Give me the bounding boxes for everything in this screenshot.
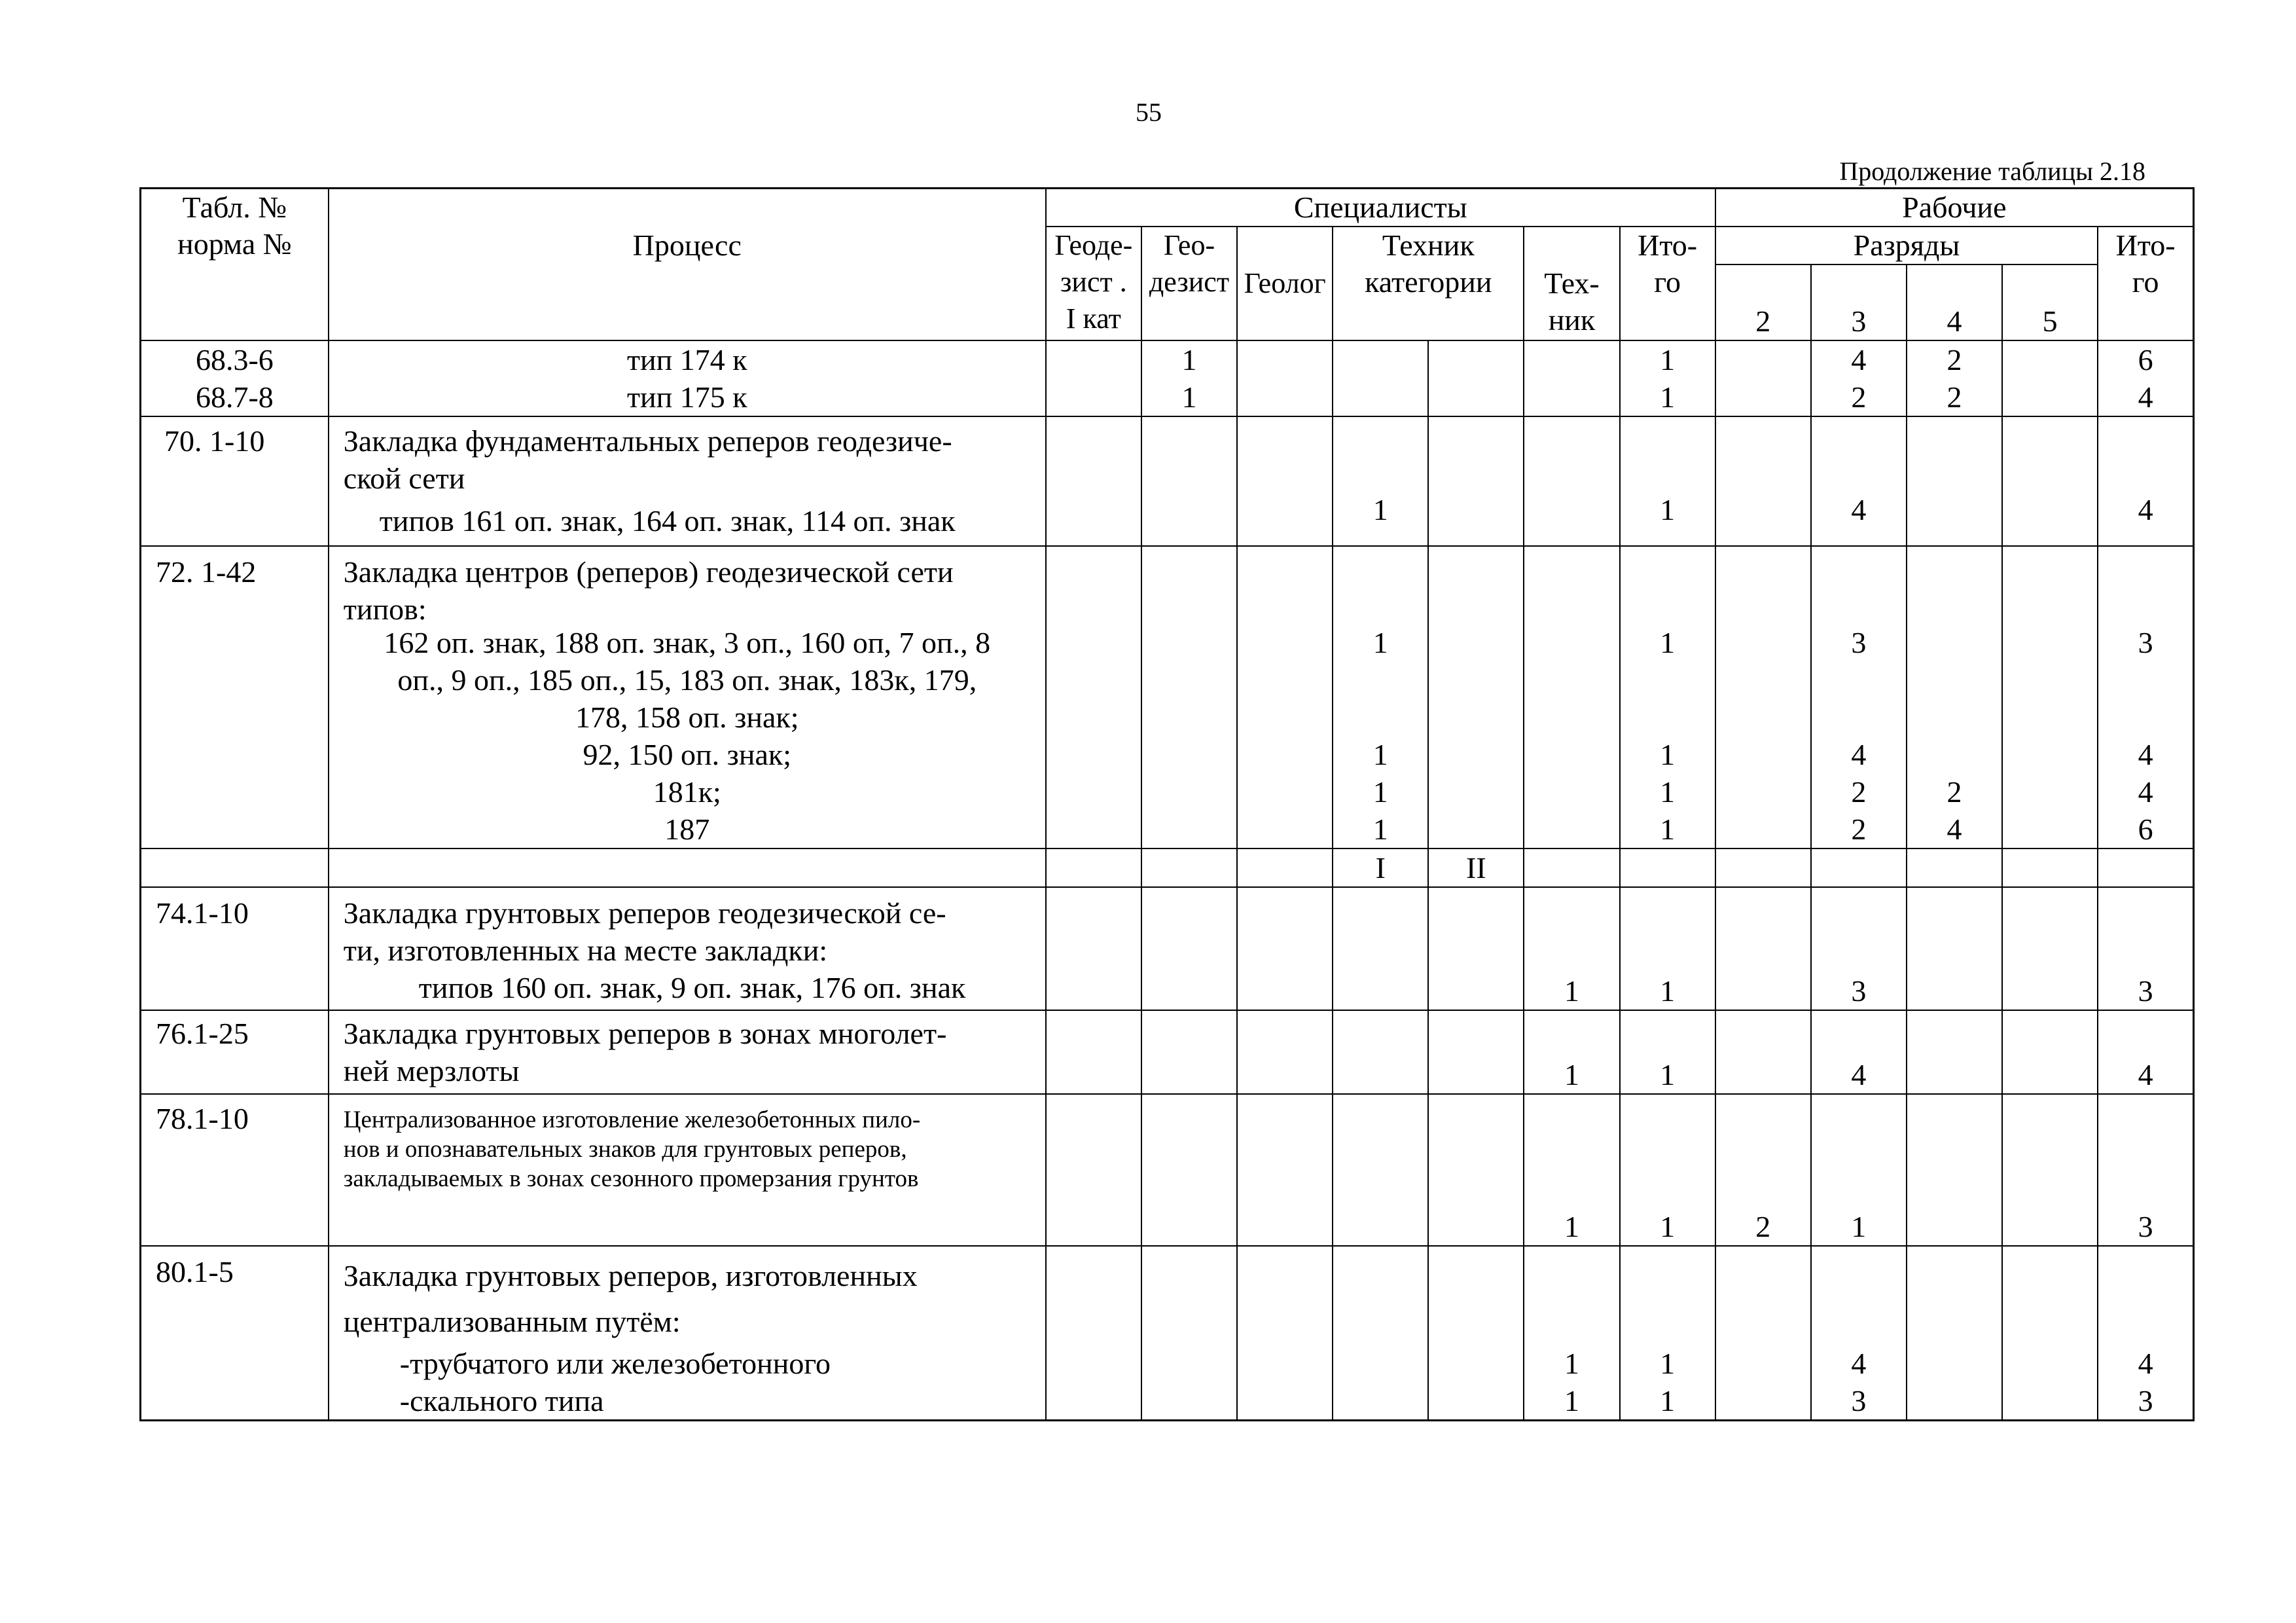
row-code: 80.1-5 [141,1246,329,1345]
row-code: 76.1-25 [141,1010,329,1094]
cell-geodesist: 1 [1141,340,1237,378]
cell-itogo: 1 [1620,378,1715,416]
row-process-line: нов и опознавательных знаков для грунтовых реперов, [343,1136,907,1163]
header-workers: Рабочие [1715,189,2194,227]
table-row [141,773,2194,811]
cell-itogo-workers: 3 [2098,546,2193,661]
cell-razryad-3: 4 [1811,1345,1907,1382]
cell-razryad-4: 2 [1907,773,2002,811]
cell-razryad-3: 2 [1811,811,1907,848]
header-razryad-5: 5 [2002,264,2098,340]
cell-itogo-workers: 4 [2098,416,2193,546]
cell-itogo-workers: 3 [2098,887,2193,1010]
header-row-1 [141,189,2194,227]
header-technik [1524,227,1619,340]
row-process-sub: 187 [329,811,1046,848]
row-process-line: Закладка грунтовых реперов, изготовленных [343,1259,918,1292]
header-specialists: Специалисты [1046,189,1715,227]
cell-razryad-4: 2 [1907,340,2002,378]
cell-itogo: 1 [1620,416,1715,546]
table-row [141,340,2194,378]
header-itogo-w-l2: го [2132,265,2159,299]
header-razryad-4: 4 [1907,264,2002,340]
cell-itogo-workers: 4 [2098,378,2193,416]
cell-razryad-3: 4 [1811,340,1907,378]
table-row [141,736,2194,773]
header-geodesist-1kat-l3: I кат [1066,302,1121,335]
row-process-line: ти, изготовленных на месте закладки: [343,934,828,967]
cell-itogo-workers: 4 [2098,1010,2193,1094]
cell-itogo-workers: 4 [2098,736,2193,773]
row-process-line: централизованным путём: [343,1305,681,1338]
row-process-line: Централизованное изготовление железобетонных пило- [343,1106,921,1133]
cell-technik: 1 [1524,1010,1619,1094]
cell-razryad-3: 4 [1811,736,1907,773]
row-process [329,1094,1046,1246]
cell-cat-I: I [1333,848,1428,887]
cell-itogo: 1 [1620,736,1715,773]
row-process: тип 175 к [329,378,1046,416]
row-code: 74.1-10 [141,887,329,1010]
header-technik-l1: Тех- [1544,266,1600,300]
header-geodesist-1kat-l1: Геоде- [1054,229,1133,261]
header-razryady: Разряды [1715,227,2098,264]
header-itogo-specialists [1620,227,1715,340]
cell-itogo-workers: 6 [2098,811,2193,848]
cell-technik: 1 [1524,887,1619,1010]
row-process [329,1010,1046,1094]
row-process-line: типов: [343,593,427,626]
cell-itogo: 1 [1620,340,1715,378]
header-code-cell [141,189,329,341]
row-code: 78.1-10 [141,1094,329,1246]
header-geodesist-l2: дезист [1149,266,1230,298]
category-row [141,848,2194,887]
cell-itogo-workers: 4 [2098,1345,2193,1382]
header-tabl-no: Табл. № [182,191,287,224]
page-number: 55 [1136,98,1162,127]
table-row [141,416,2194,546]
cell-cat-II: II [1428,848,1524,887]
header-technik-cat-l2: категории [1365,265,1492,299]
cell-technik-cat-1: 1 [1333,546,1428,661]
table-row [141,378,2194,416]
row-process-sub: -скального типа [329,1382,1046,1421]
header-itogo-l2: го [1654,265,1681,299]
cell-razryad-3: 2 [1811,378,1907,416]
row-process-line: ней мерзлоты [343,1054,520,1087]
row-process-line: 162 оп. знак, 188 оп. знак, 3 оп., 160 оп, 7 оп., 8 [384,626,991,659]
cell-geodesist: 1 [1141,378,1237,416]
row-code: 72. 1-42 [141,546,329,661]
row-code: 68.3-6 [141,340,329,378]
row-process [329,1246,1046,1345]
row-process-sub: -трубчатого или железобетонного [329,1345,1046,1382]
cell-itogo: 1 [1620,887,1715,1010]
cell-razryad-3: 4 [1811,416,1907,546]
cell-itogo-workers: 3 [2098,1382,2193,1421]
cell-razryad-4: 2 [1907,378,2002,416]
header-razryad-2: 2 [1715,264,1811,340]
row-process-sub: 181к; [329,773,1046,811]
row-process-line: 178, 158 оп. знак; [575,701,799,734]
cell-technik-cat-1: 1 [1333,416,1428,546]
header-itogo-l1: Ито- [1638,228,1698,262]
header-geodesist-l1: Гео- [1163,229,1215,261]
cell-razryad-3: 1 [1811,1094,1907,1246]
cell-technik-cat-1: 1 [1333,736,1428,773]
table-row [141,1246,2194,1345]
header-process: Процесс [329,189,1046,341]
cell-razryad-3: 4 [1811,1010,1907,1094]
row-process-line: закладываемых в зонах сезонного промерзания грунтов [343,1165,919,1192]
table-continuation-caption: Продолжение таблицы 2.18 [1839,156,2145,186]
table-row [141,661,2194,736]
row-process [329,887,1046,1010]
table-row [141,887,2194,1010]
row-process: тип 174 к [329,340,1046,378]
row-process-line: Закладка грунтовых реперов в зонах многолет- [343,1017,947,1050]
header-technik-cat-l1: Техник [1382,228,1475,262]
row-code: 68.7-8 [141,378,329,416]
cell-razryad-3: 3 [1811,546,1907,661]
cell-razryad-3: 3 [1811,887,1907,1010]
cell-itogo-workers: 4 [2098,773,2193,811]
cell-itogo: 1 [1620,1345,1715,1382]
cell-technik: 1 [1524,1094,1619,1246]
cell-razryad-3: 2 [1811,773,1907,811]
cell-itogo: 1 [1620,546,1715,661]
cell-technik: 1 [1524,1382,1619,1421]
header-itogo-w-l1: Ито- [2115,228,2176,262]
table-row [141,811,2194,848]
table-row [141,1382,2194,1421]
header-geodesist-1kat-l2: зист . [1060,266,1127,298]
cell-itogo: 1 [1620,773,1715,811]
cell-technik: 1 [1524,1345,1619,1382]
cell-itogo: 1 [1620,1094,1715,1246]
header-geodesist [1141,227,1237,340]
header-technik-category [1333,227,1524,340]
row-process-line: ской сети [343,462,465,495]
header-geolog: Геолог [1237,227,1333,340]
header-razryad-3: 3 [1811,264,1907,340]
row-process-line: Закладка фундаментальных реперов геодезиче- [343,424,952,458]
labor-norms-table [139,187,2195,1421]
cell-itogo: 1 [1620,1382,1715,1421]
cell-itogo-workers: 6 [2098,340,2193,378]
cell-razryad-3: 3 [1811,1382,1907,1421]
row-process-sub: 92, 150 оп. знак; [329,736,1046,773]
row-process-line: Закладка грунтовых реперов геодезической се- [343,896,946,930]
cell-razryad-4: 4 [1907,811,2002,848]
cell-technik-cat-1: 1 [1333,773,1428,811]
row-process-line: типов 161 оп. знак, 164 оп. знак, 114 оп. знак [379,504,956,538]
table-row [141,1010,2194,1094]
header-geodesist-1kat [1046,227,1141,340]
row-process-line: Закладка центров (реперов) геодезической сети [343,555,954,589]
cell-razryad-2: 2 [1715,1094,1811,1246]
row-process-sub [329,626,1046,736]
table-row [141,1094,2194,1246]
cell-itogo-workers: 3 [2098,1094,2193,1246]
cell-technik-cat-1: 1 [1333,811,1428,848]
row-process-line: типов 160 оп. знак, 9 оп. знак, 176 оп. знак [418,971,966,1004]
header-itogo-workers [2098,227,2193,340]
cell-itogo: 1 [1620,1010,1715,1094]
row-process [329,416,1046,546]
cell-itogo: 1 [1620,811,1715,848]
row-code: 70. 1-10 [141,416,329,546]
row-process-line: оп., 9 оп., 185 оп., 15, 183 оп. знак, 183к, 179, [397,663,977,697]
header-norma-no: норма № [177,227,292,261]
header-technik-l2: ник [1548,303,1596,337]
table-row [141,1345,2194,1382]
